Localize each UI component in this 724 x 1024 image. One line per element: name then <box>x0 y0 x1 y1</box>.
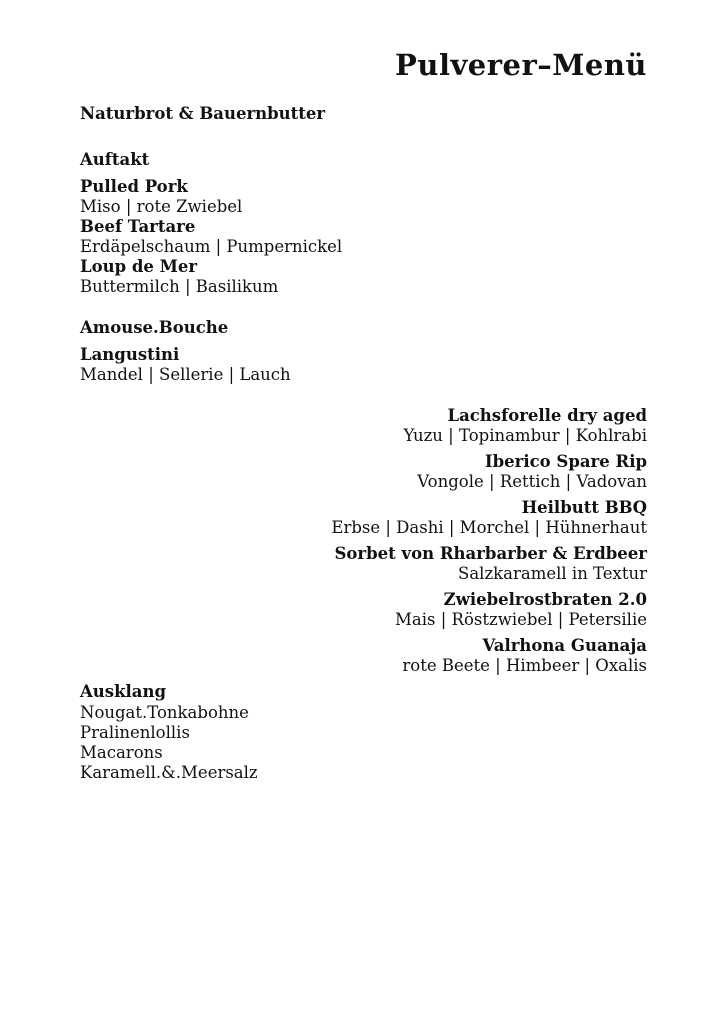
course-name: Langustini <box>80 345 180 364</box>
course <box>80 345 647 385</box>
course <box>80 590 647 630</box>
section-heading: Auftakt <box>80 150 150 169</box>
section-heading: Amouse.Bouche <box>80 318 229 337</box>
closing-item: Macarons <box>80 743 163 762</box>
course-name: Loup de Mer <box>80 257 198 276</box>
course-name: Pulled Pork <box>80 177 188 196</box>
menu-title: Pulverer–Menü <box>395 48 647 82</box>
section-amouse-bouche <box>80 318 647 385</box>
course-detail: Yuzu | Topinambur | Kohlrabi <box>403 426 647 445</box>
section-heading: Ausklang <box>80 682 167 701</box>
course-name: Lachsforelle dry aged <box>447 406 647 425</box>
course <box>80 217 647 257</box>
closing-item: Pralinenlollis <box>80 723 190 742</box>
course-name: Heilbutt BBQ <box>521 498 647 517</box>
course-detail: Buttermilch | Basilikum <box>80 277 279 296</box>
course-name: Beef Tartare <box>80 217 196 236</box>
course <box>80 498 647 538</box>
course-name: Valrhona Guanaja <box>482 636 647 655</box>
course <box>80 257 647 297</box>
course-detail: Vongole | Rettich | Vadovan <box>417 472 647 491</box>
course-name: Sorbet von Rharbarber & Erdbeer <box>334 544 647 563</box>
closing-item: Karamell.&.Meersalz <box>80 763 258 782</box>
intro-line: Naturbrot & Bauernbutter <box>80 104 326 123</box>
section-auftakt <box>80 150 647 297</box>
course <box>80 406 647 446</box>
course <box>80 544 647 584</box>
course <box>80 177 647 217</box>
course-detail: Mandel | Sellerie | Lauch <box>80 365 291 384</box>
course-detail: Salzkaramell in Textur <box>458 564 647 583</box>
course-detail: Erdäpelschaum | Pumpernickel <box>80 237 343 256</box>
course-detail: Miso | rote Zwiebel <box>80 197 243 216</box>
course <box>80 452 647 492</box>
course-detail: Erbse | Dashi | Morchel | Hühnerhaut <box>331 518 647 537</box>
course-detail: Mais | Röstzwiebel | Petersilie <box>395 610 647 629</box>
course-name: Iberico Spare Rip <box>484 452 647 471</box>
course-name: Zwiebelrostbraten 2.0 <box>443 590 647 609</box>
section-ausklang <box>80 682 647 783</box>
right-aligned-courses <box>80 406 647 676</box>
course <box>80 636 647 676</box>
closing-item: Nougat.Tonkabohne <box>80 703 249 722</box>
course-detail: rote Beete | Himbeer | Oxalis <box>402 656 647 675</box>
